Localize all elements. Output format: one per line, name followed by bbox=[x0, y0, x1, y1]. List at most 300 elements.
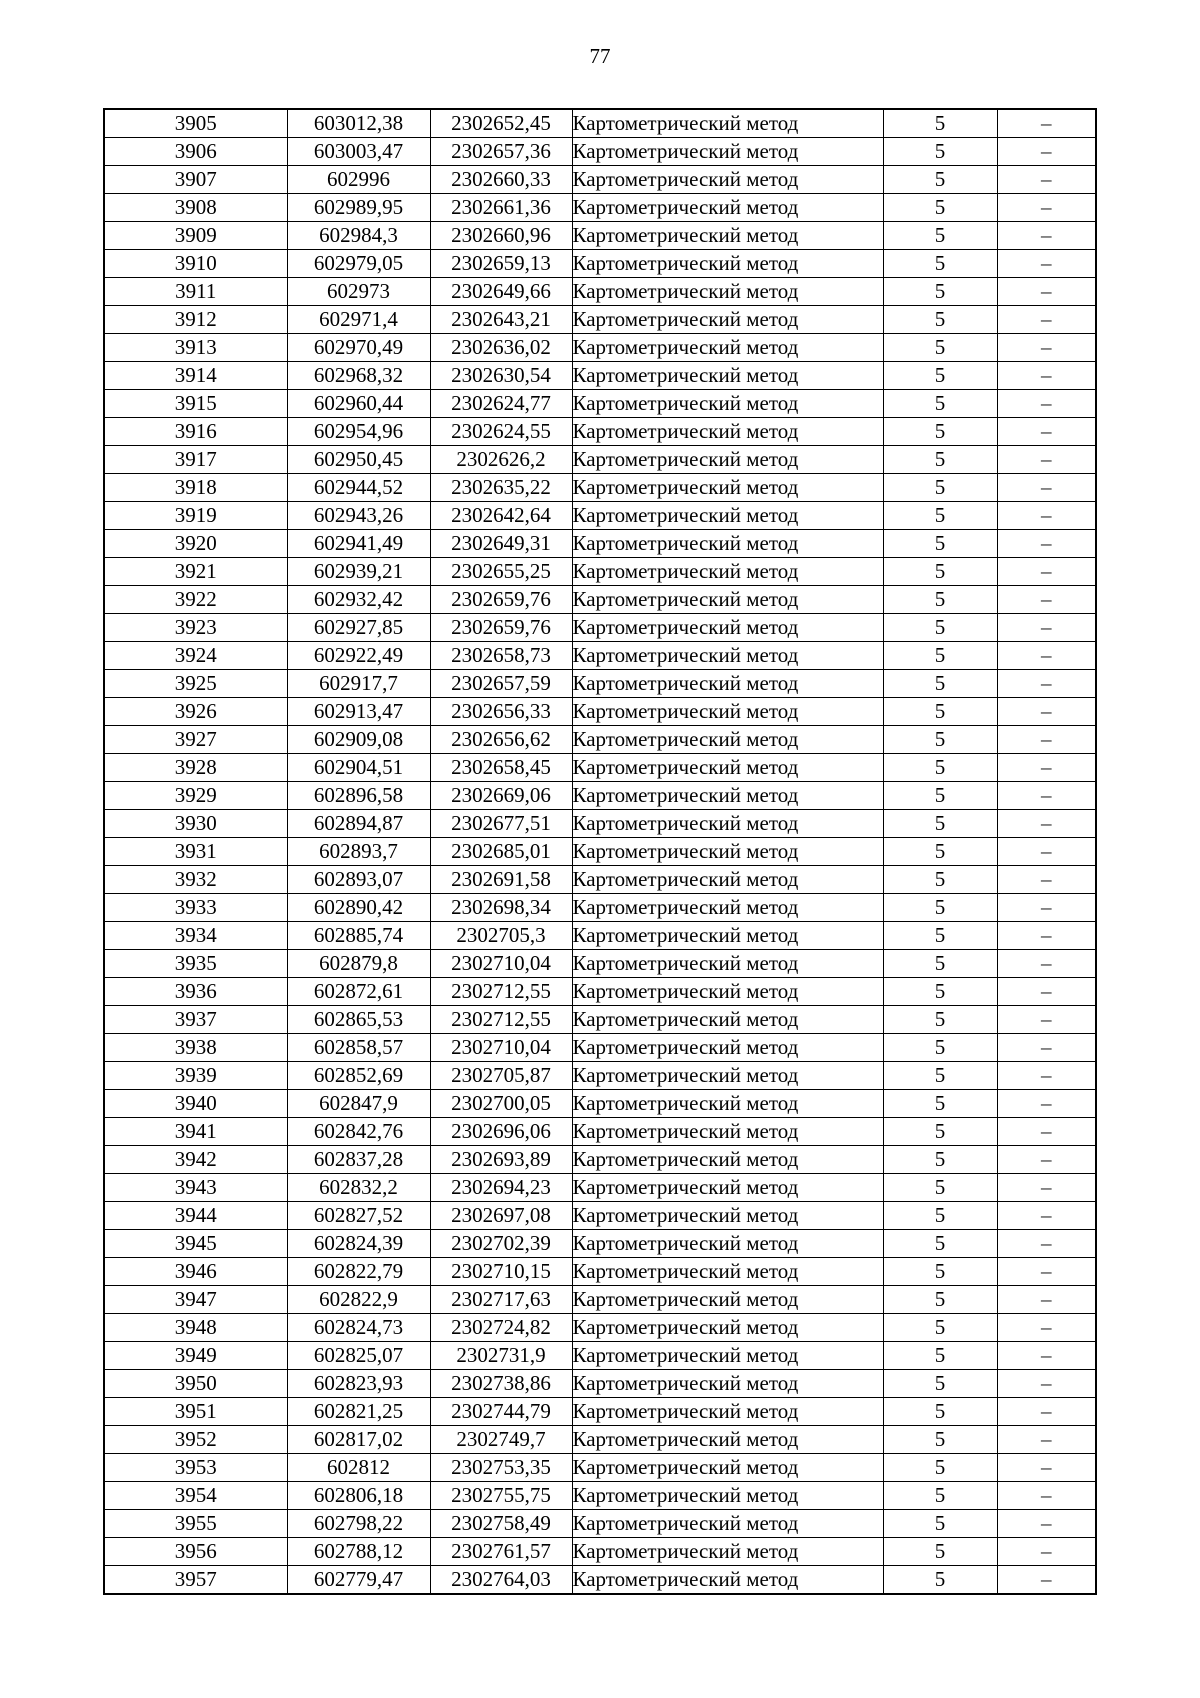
description-cell: – bbox=[997, 1510, 1096, 1538]
method-cell: Картометрический метод bbox=[572, 558, 883, 586]
description-cell: – bbox=[997, 698, 1096, 726]
table-row bbox=[104, 530, 1096, 558]
description-cell: – bbox=[997, 1146, 1096, 1174]
point-number-cell: 3931 bbox=[104, 838, 287, 866]
method-cell: Картометрический метод bbox=[572, 1342, 883, 1370]
method-cell: Картометрический метод bbox=[572, 1454, 883, 1482]
description-cell: – bbox=[997, 1342, 1096, 1370]
precision-cell: 5 bbox=[883, 922, 997, 950]
precision-cell: 5 bbox=[883, 1034, 997, 1062]
y-coordinate-cell: 2302636,02 bbox=[430, 334, 572, 362]
precision-cell: 5 bbox=[883, 1314, 997, 1342]
description-cell: – bbox=[997, 502, 1096, 530]
description-cell: – bbox=[997, 838, 1096, 866]
method-cell: Картометрический метод bbox=[572, 614, 883, 642]
precision-cell: 5 bbox=[883, 838, 997, 866]
y-coordinate-cell: 2302702,39 bbox=[430, 1230, 572, 1258]
x-coordinate-cell: 602858,57 bbox=[287, 1034, 430, 1062]
y-coordinate-cell: 2302738,86 bbox=[430, 1370, 572, 1398]
method-cell: Картометрический метод bbox=[572, 502, 883, 530]
description-cell: – bbox=[997, 390, 1096, 418]
precision-cell: 5 bbox=[883, 614, 997, 642]
y-coordinate-cell: 2302698,34 bbox=[430, 894, 572, 922]
table-row bbox=[104, 1034, 1096, 1062]
method-cell: Картометрический метод bbox=[572, 586, 883, 614]
x-coordinate-cell: 602822,9 bbox=[287, 1286, 430, 1314]
method-cell: Картометрический метод bbox=[572, 334, 883, 362]
x-coordinate-cell: 602824,73 bbox=[287, 1314, 430, 1342]
point-number-cell: 3944 bbox=[104, 1202, 287, 1230]
x-coordinate-cell: 602872,61 bbox=[287, 978, 430, 1006]
description-cell: – bbox=[997, 1230, 1096, 1258]
description-cell: – bbox=[997, 1090, 1096, 1118]
table-row bbox=[104, 782, 1096, 810]
method-cell: Картометрический метод bbox=[572, 670, 883, 698]
table-row bbox=[104, 334, 1096, 362]
precision-cell: 5 bbox=[883, 390, 997, 418]
x-coordinate-cell: 602970,49 bbox=[287, 334, 430, 362]
description-cell: – bbox=[997, 109, 1096, 138]
table-row bbox=[104, 1314, 1096, 1342]
precision-cell: 5 bbox=[883, 894, 997, 922]
table-row bbox=[104, 1510, 1096, 1538]
page-number: 77 bbox=[589, 44, 611, 68]
method-cell: Картометрический метод bbox=[572, 1566, 883, 1595]
description-cell: – bbox=[997, 586, 1096, 614]
y-coordinate-cell: 2302656,62 bbox=[430, 726, 572, 754]
description-cell: – bbox=[997, 1398, 1096, 1426]
x-coordinate-cell: 602852,69 bbox=[287, 1062, 430, 1090]
precision-cell: 5 bbox=[883, 446, 997, 474]
table-row bbox=[104, 894, 1096, 922]
y-coordinate-cell: 2302697,08 bbox=[430, 1202, 572, 1230]
table-row bbox=[104, 698, 1096, 726]
precision-cell: 5 bbox=[883, 586, 997, 614]
table-row bbox=[104, 642, 1096, 670]
y-coordinate-cell: 2302685,01 bbox=[430, 838, 572, 866]
point-number-cell: 3942 bbox=[104, 1146, 287, 1174]
point-number-cell: 3943 bbox=[104, 1174, 287, 1202]
precision-cell: 5 bbox=[883, 1538, 997, 1566]
x-coordinate-cell: 602885,74 bbox=[287, 922, 430, 950]
x-coordinate-cell: 602779,47 bbox=[287, 1566, 430, 1595]
point-number-cell: 3921 bbox=[104, 558, 287, 586]
table-row bbox=[104, 726, 1096, 754]
point-number-cell: 3949 bbox=[104, 1342, 287, 1370]
method-cell: Картометрический метод bbox=[572, 1258, 883, 1286]
description-cell: – bbox=[997, 1034, 1096, 1062]
x-coordinate-cell: 602806,18 bbox=[287, 1482, 430, 1510]
description-cell: – bbox=[997, 138, 1096, 166]
method-cell: Картометрический метод bbox=[572, 306, 883, 334]
table-row bbox=[104, 1398, 1096, 1426]
precision-cell: 5 bbox=[883, 978, 997, 1006]
table-row bbox=[104, 138, 1096, 166]
description-cell: – bbox=[997, 1286, 1096, 1314]
description-cell: – bbox=[997, 1258, 1096, 1286]
x-coordinate-cell: 602960,44 bbox=[287, 390, 430, 418]
x-coordinate-cell: 602812 bbox=[287, 1454, 430, 1482]
precision-cell: 5 bbox=[883, 1118, 997, 1146]
precision-cell: 5 bbox=[883, 502, 997, 530]
precision-cell: 5 bbox=[883, 194, 997, 222]
precision-cell: 5 bbox=[883, 222, 997, 250]
y-coordinate-cell: 2302694,23 bbox=[430, 1174, 572, 1202]
precision-cell: 5 bbox=[883, 362, 997, 390]
x-coordinate-cell: 602893,7 bbox=[287, 838, 430, 866]
table-row bbox=[104, 306, 1096, 334]
method-cell: Картометрический метод bbox=[572, 1034, 883, 1062]
table-row bbox=[104, 390, 1096, 418]
table-row bbox=[104, 166, 1096, 194]
point-number-cell: 3912 bbox=[104, 306, 287, 334]
method-cell: Картометрический метод bbox=[572, 1146, 883, 1174]
method-cell: Картометрический метод bbox=[572, 810, 883, 838]
precision-cell: 5 bbox=[883, 1454, 997, 1482]
table-row bbox=[104, 1286, 1096, 1314]
point-number-cell: 3909 bbox=[104, 222, 287, 250]
point-number-cell: 3948 bbox=[104, 1314, 287, 1342]
table-row bbox=[104, 586, 1096, 614]
point-number-cell: 3906 bbox=[104, 138, 287, 166]
point-number-cell: 3908 bbox=[104, 194, 287, 222]
point-number-cell: 3910 bbox=[104, 250, 287, 278]
x-coordinate-cell: 602944,52 bbox=[287, 474, 430, 502]
precision-cell: 5 bbox=[883, 250, 997, 278]
precision-cell: 5 bbox=[883, 166, 997, 194]
table-row bbox=[104, 1342, 1096, 1370]
x-coordinate-cell: 602941,49 bbox=[287, 530, 430, 558]
point-number-cell: 3913 bbox=[104, 334, 287, 362]
point-number-cell: 3925 bbox=[104, 670, 287, 698]
precision-cell: 5 bbox=[883, 1482, 997, 1510]
precision-cell: 5 bbox=[883, 334, 997, 362]
y-coordinate-cell: 2302658,73 bbox=[430, 642, 572, 670]
description-cell: – bbox=[997, 222, 1096, 250]
x-coordinate-cell: 602823,93 bbox=[287, 1370, 430, 1398]
description-cell: – bbox=[997, 306, 1096, 334]
method-cell: Картометрический метод bbox=[572, 390, 883, 418]
x-coordinate-cell: 602798,22 bbox=[287, 1510, 430, 1538]
description-cell: – bbox=[997, 1314, 1096, 1342]
method-cell: Картометрический метод bbox=[572, 838, 883, 866]
x-coordinate-cell: 602984,3 bbox=[287, 222, 430, 250]
description-cell: – bbox=[997, 1118, 1096, 1146]
y-coordinate-cell: 2302659,76 bbox=[430, 614, 572, 642]
x-coordinate-cell: 602865,53 bbox=[287, 1006, 430, 1034]
table-row bbox=[104, 362, 1096, 390]
description-cell: – bbox=[997, 1426, 1096, 1454]
table-row bbox=[104, 866, 1096, 894]
method-cell: Картометрический метод bbox=[572, 978, 883, 1006]
description-cell: – bbox=[997, 1174, 1096, 1202]
table-row bbox=[104, 1454, 1096, 1482]
x-coordinate-cell: 602989,95 bbox=[287, 194, 430, 222]
description-cell: – bbox=[997, 642, 1096, 670]
method-cell: Картометрический метод bbox=[572, 222, 883, 250]
method-cell: Картометрический метод bbox=[572, 250, 883, 278]
y-coordinate-cell: 2302658,45 bbox=[430, 754, 572, 782]
table-row bbox=[104, 922, 1096, 950]
y-coordinate-cell: 2302749,7 bbox=[430, 1426, 572, 1454]
description-cell: – bbox=[997, 1566, 1096, 1595]
precision-cell: 5 bbox=[883, 1174, 997, 1202]
point-number-cell: 3954 bbox=[104, 1482, 287, 1510]
precision-cell: 5 bbox=[883, 1202, 997, 1230]
y-coordinate-cell: 2302642,64 bbox=[430, 502, 572, 530]
table-row bbox=[104, 1566, 1096, 1595]
x-coordinate-cell: 602893,07 bbox=[287, 866, 430, 894]
y-coordinate-cell: 2302669,06 bbox=[430, 782, 572, 810]
point-number-cell: 3932 bbox=[104, 866, 287, 894]
method-cell: Картометрический метод bbox=[572, 950, 883, 978]
description-cell: – bbox=[997, 1482, 1096, 1510]
point-number-cell: 3952 bbox=[104, 1426, 287, 1454]
precision-cell: 5 bbox=[883, 782, 997, 810]
precision-cell: 5 bbox=[883, 138, 997, 166]
y-coordinate-cell: 2302659,13 bbox=[430, 250, 572, 278]
description-cell: – bbox=[997, 614, 1096, 642]
x-coordinate-cell: 603012,38 bbox=[287, 109, 430, 138]
description-cell: – bbox=[997, 782, 1096, 810]
method-cell: Картометрический метод bbox=[572, 1062, 883, 1090]
x-coordinate-cell: 602971,4 bbox=[287, 306, 430, 334]
point-number-cell: 3950 bbox=[104, 1370, 287, 1398]
description-cell: – bbox=[997, 194, 1096, 222]
table-row bbox=[104, 558, 1096, 586]
x-coordinate-cell: 602896,58 bbox=[287, 782, 430, 810]
precision-cell: 5 bbox=[883, 1146, 997, 1174]
method-cell: Картометрический метод bbox=[572, 754, 883, 782]
x-coordinate-cell: 602909,08 bbox=[287, 726, 430, 754]
point-number-cell: 3941 bbox=[104, 1118, 287, 1146]
precision-cell: 5 bbox=[883, 1426, 997, 1454]
description-cell: – bbox=[997, 474, 1096, 502]
point-number-cell: 3930 bbox=[104, 810, 287, 838]
method-cell: Картометрический метод bbox=[572, 782, 883, 810]
y-coordinate-cell: 2302643,21 bbox=[430, 306, 572, 334]
y-coordinate-cell: 2302731,9 bbox=[430, 1342, 572, 1370]
precision-cell: 5 bbox=[883, 670, 997, 698]
y-coordinate-cell: 2302677,51 bbox=[430, 810, 572, 838]
method-cell: Картометрический метод bbox=[572, 194, 883, 222]
point-number-cell: 3919 bbox=[104, 502, 287, 530]
description-cell: – bbox=[997, 362, 1096, 390]
table-row bbox=[104, 446, 1096, 474]
table-row bbox=[104, 754, 1096, 782]
y-coordinate-cell: 2302656,33 bbox=[430, 698, 572, 726]
point-number-cell: 3928 bbox=[104, 754, 287, 782]
method-cell: Картометрический метод bbox=[572, 642, 883, 670]
y-coordinate-cell: 2302705,3 bbox=[430, 922, 572, 950]
point-number-cell: 3917 bbox=[104, 446, 287, 474]
x-coordinate-cell: 602827,52 bbox=[287, 1202, 430, 1230]
precision-cell: 5 bbox=[883, 1062, 997, 1090]
table-row bbox=[104, 1118, 1096, 1146]
table-row bbox=[104, 950, 1096, 978]
x-coordinate-cell: 603003,47 bbox=[287, 138, 430, 166]
method-cell: Картометрический метод bbox=[572, 1174, 883, 1202]
y-coordinate-cell: 2302753,35 bbox=[430, 1454, 572, 1482]
description-cell: – bbox=[997, 754, 1096, 782]
method-cell: Картометрический метод bbox=[572, 1286, 883, 1314]
y-coordinate-cell: 2302717,63 bbox=[430, 1286, 572, 1314]
y-coordinate-cell: 2302696,06 bbox=[430, 1118, 572, 1146]
method-cell: Картометрический метод bbox=[572, 1118, 883, 1146]
description-cell: – bbox=[997, 1454, 1096, 1482]
description-cell: – bbox=[997, 1538, 1096, 1566]
point-number-cell: 3907 bbox=[104, 166, 287, 194]
precision-cell: 5 bbox=[883, 810, 997, 838]
precision-cell: 5 bbox=[883, 418, 997, 446]
precision-cell: 5 bbox=[883, 866, 997, 894]
precision-cell: 5 bbox=[883, 698, 997, 726]
x-coordinate-cell: 602822,79 bbox=[287, 1258, 430, 1286]
precision-cell: 5 bbox=[883, 754, 997, 782]
precision-cell: 5 bbox=[883, 306, 997, 334]
point-number-cell: 3929 bbox=[104, 782, 287, 810]
x-coordinate-cell: 602932,42 bbox=[287, 586, 430, 614]
table-row bbox=[104, 1426, 1096, 1454]
point-number-cell: 3920 bbox=[104, 530, 287, 558]
x-coordinate-cell: 602890,42 bbox=[287, 894, 430, 922]
y-coordinate-cell: 2302635,22 bbox=[430, 474, 572, 502]
method-cell: Картометрический метод bbox=[572, 1202, 883, 1230]
table-row bbox=[104, 1006, 1096, 1034]
point-number-cell: 3927 bbox=[104, 726, 287, 754]
method-cell: Картометрический метод bbox=[572, 726, 883, 754]
precision-cell: 5 bbox=[883, 1006, 997, 1034]
description-cell: – bbox=[997, 726, 1096, 754]
method-cell: Картометрический метод bbox=[572, 1426, 883, 1454]
x-coordinate-cell: 602879,8 bbox=[287, 950, 430, 978]
y-coordinate-cell: 2302657,59 bbox=[430, 670, 572, 698]
description-cell: – bbox=[997, 1006, 1096, 1034]
table-row bbox=[104, 222, 1096, 250]
table-row bbox=[104, 1174, 1096, 1202]
y-coordinate-cell: 2302660,33 bbox=[430, 166, 572, 194]
table-row bbox=[104, 810, 1096, 838]
point-number-cell: 3935 bbox=[104, 950, 287, 978]
method-cell: Картометрический метод bbox=[572, 362, 883, 390]
method-cell: Картометрический метод bbox=[572, 1314, 883, 1342]
x-coordinate-cell: 602927,85 bbox=[287, 614, 430, 642]
method-cell: Картометрический метод bbox=[572, 109, 883, 138]
y-coordinate-cell: 2302659,76 bbox=[430, 586, 572, 614]
y-coordinate-cell: 2302758,49 bbox=[430, 1510, 572, 1538]
table-row bbox=[104, 1202, 1096, 1230]
y-coordinate-cell: 2302691,58 bbox=[430, 866, 572, 894]
y-coordinate-cell: 2302710,04 bbox=[430, 1034, 572, 1062]
point-number-cell: 3955 bbox=[104, 1510, 287, 1538]
method-cell: Картометрический метод bbox=[572, 1482, 883, 1510]
precision-cell: 5 bbox=[883, 1566, 997, 1595]
precision-cell: 5 bbox=[883, 1230, 997, 1258]
method-cell: Картометрический метод bbox=[572, 866, 883, 894]
point-number-cell: 3939 bbox=[104, 1062, 287, 1090]
method-cell: Картометрический метод bbox=[572, 894, 883, 922]
y-coordinate-cell: 2302705,87 bbox=[430, 1062, 572, 1090]
precision-cell: 5 bbox=[883, 726, 997, 754]
table-row bbox=[104, 1370, 1096, 1398]
method-cell: Картометрический метод bbox=[572, 138, 883, 166]
x-coordinate-cell: 602842,76 bbox=[287, 1118, 430, 1146]
y-coordinate-cell: 2302655,25 bbox=[430, 558, 572, 586]
y-coordinate-cell: 2302660,96 bbox=[430, 222, 572, 250]
method-cell: Картометрический метод bbox=[572, 1090, 883, 1118]
method-cell: Картометрический метод bbox=[572, 922, 883, 950]
x-coordinate-cell: 602832,2 bbox=[287, 1174, 430, 1202]
precision-cell: 5 bbox=[883, 530, 997, 558]
y-coordinate-cell: 2302649,66 bbox=[430, 278, 572, 306]
x-coordinate-cell: 602922,49 bbox=[287, 642, 430, 670]
table-body bbox=[104, 109, 1096, 1594]
precision-cell: 5 bbox=[883, 1342, 997, 1370]
point-number-cell: 3956 bbox=[104, 1538, 287, 1566]
table-row bbox=[104, 418, 1096, 446]
table-row bbox=[104, 474, 1096, 502]
method-cell: Картометрический метод bbox=[572, 530, 883, 558]
table-row bbox=[104, 1090, 1096, 1118]
x-coordinate-cell: 602904,51 bbox=[287, 754, 430, 782]
method-cell: Картометрический метод bbox=[572, 698, 883, 726]
table-row bbox=[104, 502, 1096, 530]
x-coordinate-cell: 602973 bbox=[287, 278, 430, 306]
description-cell: – bbox=[997, 894, 1096, 922]
precision-cell: 5 bbox=[883, 1286, 997, 1314]
point-number-cell: 3916 bbox=[104, 418, 287, 446]
point-number-cell: 3934 bbox=[104, 922, 287, 950]
y-coordinate-cell: 2302710,15 bbox=[430, 1258, 572, 1286]
description-cell: – bbox=[997, 950, 1096, 978]
x-coordinate-cell: 602979,05 bbox=[287, 250, 430, 278]
precision-cell: 5 bbox=[883, 474, 997, 502]
point-number-cell: 3911 bbox=[104, 278, 287, 306]
point-number-cell: 3936 bbox=[104, 978, 287, 1006]
x-coordinate-cell: 602913,47 bbox=[287, 698, 430, 726]
x-coordinate-cell: 602894,87 bbox=[287, 810, 430, 838]
point-number-cell: 3953 bbox=[104, 1454, 287, 1482]
point-number-cell: 3947 bbox=[104, 1286, 287, 1314]
method-cell: Картометрический метод bbox=[572, 1230, 883, 1258]
table-row bbox=[104, 670, 1096, 698]
y-coordinate-cell: 2302724,82 bbox=[430, 1314, 572, 1342]
y-coordinate-cell: 2302712,55 bbox=[430, 978, 572, 1006]
point-number-cell: 3922 bbox=[104, 586, 287, 614]
coordinates-table bbox=[103, 108, 1097, 1595]
description-cell: – bbox=[997, 922, 1096, 950]
description-cell: – bbox=[997, 446, 1096, 474]
precision-cell: 5 bbox=[883, 1090, 997, 1118]
point-number-cell: 3951 bbox=[104, 1398, 287, 1426]
y-coordinate-cell: 2302755,75 bbox=[430, 1482, 572, 1510]
table-row bbox=[104, 978, 1096, 1006]
y-coordinate-cell: 2302657,36 bbox=[430, 138, 572, 166]
precision-cell: 5 bbox=[883, 1258, 997, 1286]
x-coordinate-cell: 602821,25 bbox=[287, 1398, 430, 1426]
method-cell: Картометрический метод bbox=[572, 446, 883, 474]
description-cell: – bbox=[997, 334, 1096, 362]
precision-cell: 5 bbox=[883, 1510, 997, 1538]
precision-cell: 5 bbox=[883, 1398, 997, 1426]
y-coordinate-cell: 2302712,55 bbox=[430, 1006, 572, 1034]
y-coordinate-cell: 2302744,79 bbox=[430, 1398, 572, 1426]
description-cell: – bbox=[997, 810, 1096, 838]
x-coordinate-cell: 602817,02 bbox=[287, 1426, 430, 1454]
method-cell: Картометрический метод bbox=[572, 1398, 883, 1426]
method-cell: Картометрический метод bbox=[572, 1538, 883, 1566]
x-coordinate-cell: 602954,96 bbox=[287, 418, 430, 446]
